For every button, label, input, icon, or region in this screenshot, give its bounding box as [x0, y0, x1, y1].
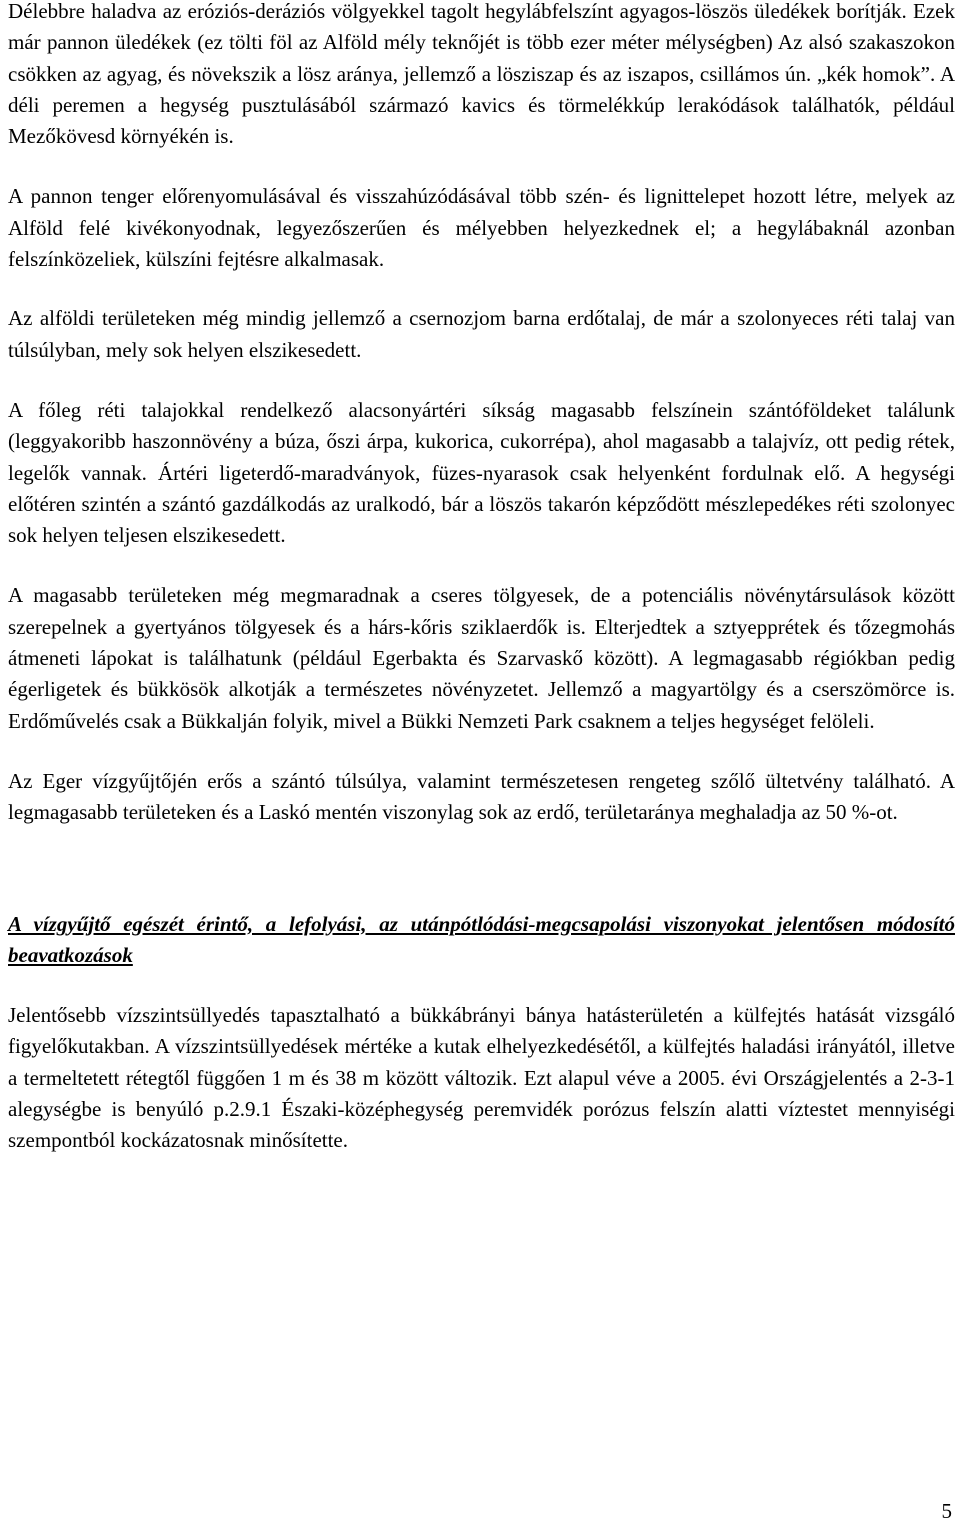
- paragraph-land-use: A főleg réti talajokkal rendelkező alacsonyártéri síkság magasabb felszínein szántóföldeket találunk (leggyakoribb haszonnövény a búza, őszi árpa, kukorica, cukorrépa), ahol magasabb a talajvíz, ott pedig rétek, legelők vannak. Ártéri ligeterdő-maradványok, füzes-nyarasok csak helyenként fordulnak elő. A hegységi előtéren szintén a szántó gazdálkodás az uralkodó, bár a löszös takarón képződött mészlepedékes réti szolonyec sok helyen teljesen elszikesedett.: [8, 397, 955, 548]
- document-page: [8, 0, 955, 1157]
- paragraph-eger-catchment: Az Eger vízgyűjtőjén erős a szántó túlsúlya, valamint természetesen rengeteg szőlő ültetvény található. A legmagasabb területeken és a Laskó mentén viszonylag sok az erdő, területaránya meghaladja az 50 %-ot.: [8, 768, 955, 825]
- paragraph-sediments: Délebbre haladva az eróziós-deráziós völgyekkel tagolt hegylábfelszínt agyagos-löszös üledékek borítják. Ezek már pannon üledékek (ez tölti föl az Alföld mély teknőjét is több ezer méter mélységben) Az alsó szakaszokon csökken az agyag, és növekszik a lösz aránya, jellemző a lösziszap és az iszapos, csillámos ún. „kék homok”. A déli peremen a hegység pusztulásából származó kavics és törmelékkúp lerakódások találhatók, például Mezőkövesd környékén is.: [8, 0, 955, 149]
- paragraph-vegetation: A magasabb területeken még megmaradnak a cseres tölgyesek, de a potenciális növénytársulások között szerepelnek a gyertyános tölgyesek és a hárs-kőris sziklaerdők is. Elterjedtek a sztyepprétek és tőzegmohás átmeneti lápokat is találhatunk (például Egerbakta és Szarvaskő között). A legmagasabb régiókban pedig égerligetek és bükkösök alkotják a természetes növényzetet. Jellemző a magyartölgy és a cserszömörce is. Erdőművelés csak a Bükkalján folyik, mivel a Bükki Nemzeti Park csaknem a teljes hegységet felöleli.: [8, 583, 955, 733]
- paragraph-soils: Az alföldi területeken még mindig jellemző a csernozjom barna erdőtalaj, de már a szolonyeces réti talaj van túlsúlyban, mely sok helyen elszikesedett.: [8, 306, 955, 362]
- section-heading: A vízgyűjtő egészét érintő, a lefolyási, az utánpótlódási-megcsapolási viszonyokat jelentősen módosító beavatkozások: [8, 911, 955, 967]
- paragraph-water-level-drop: Jelentősebb vízszintsüllyedés tapasztalható a bükkábrányi bánya hatásterületén a külfejtés hatását vizsgáló figyelőkutakban. A vízszintsüllyedések mértéke a kutak elhelyezkedésétől, a külfejtés haladási irányától, illetve a termeltetett rétegtől függően 1 m és 38 m között változik. Ezt alapul véve a 2005. évi Országjelentés a 2-3-1 alegységbe is benyúló p.2.9.1 Északi-középhegység peremvidék porózus felszín alatti víztestet mennyiségi szempontból kockázatosnak minősítette.: [8, 1003, 955, 1153]
- page-number: 5: [941, 1499, 952, 1523]
- paragraph-coal-deposits: A pannon tenger előrenyomulásával és visszahúzódásával több szén- és lignittelepet hozott létre, melyek az Alföld felé kivékonyodnak, legyezőszerűen és mélyebben helyezkednek el; a hegylábaknál azonban felszínközeliek, külszíni fejtésre alkalmasak.: [8, 184, 955, 272]
